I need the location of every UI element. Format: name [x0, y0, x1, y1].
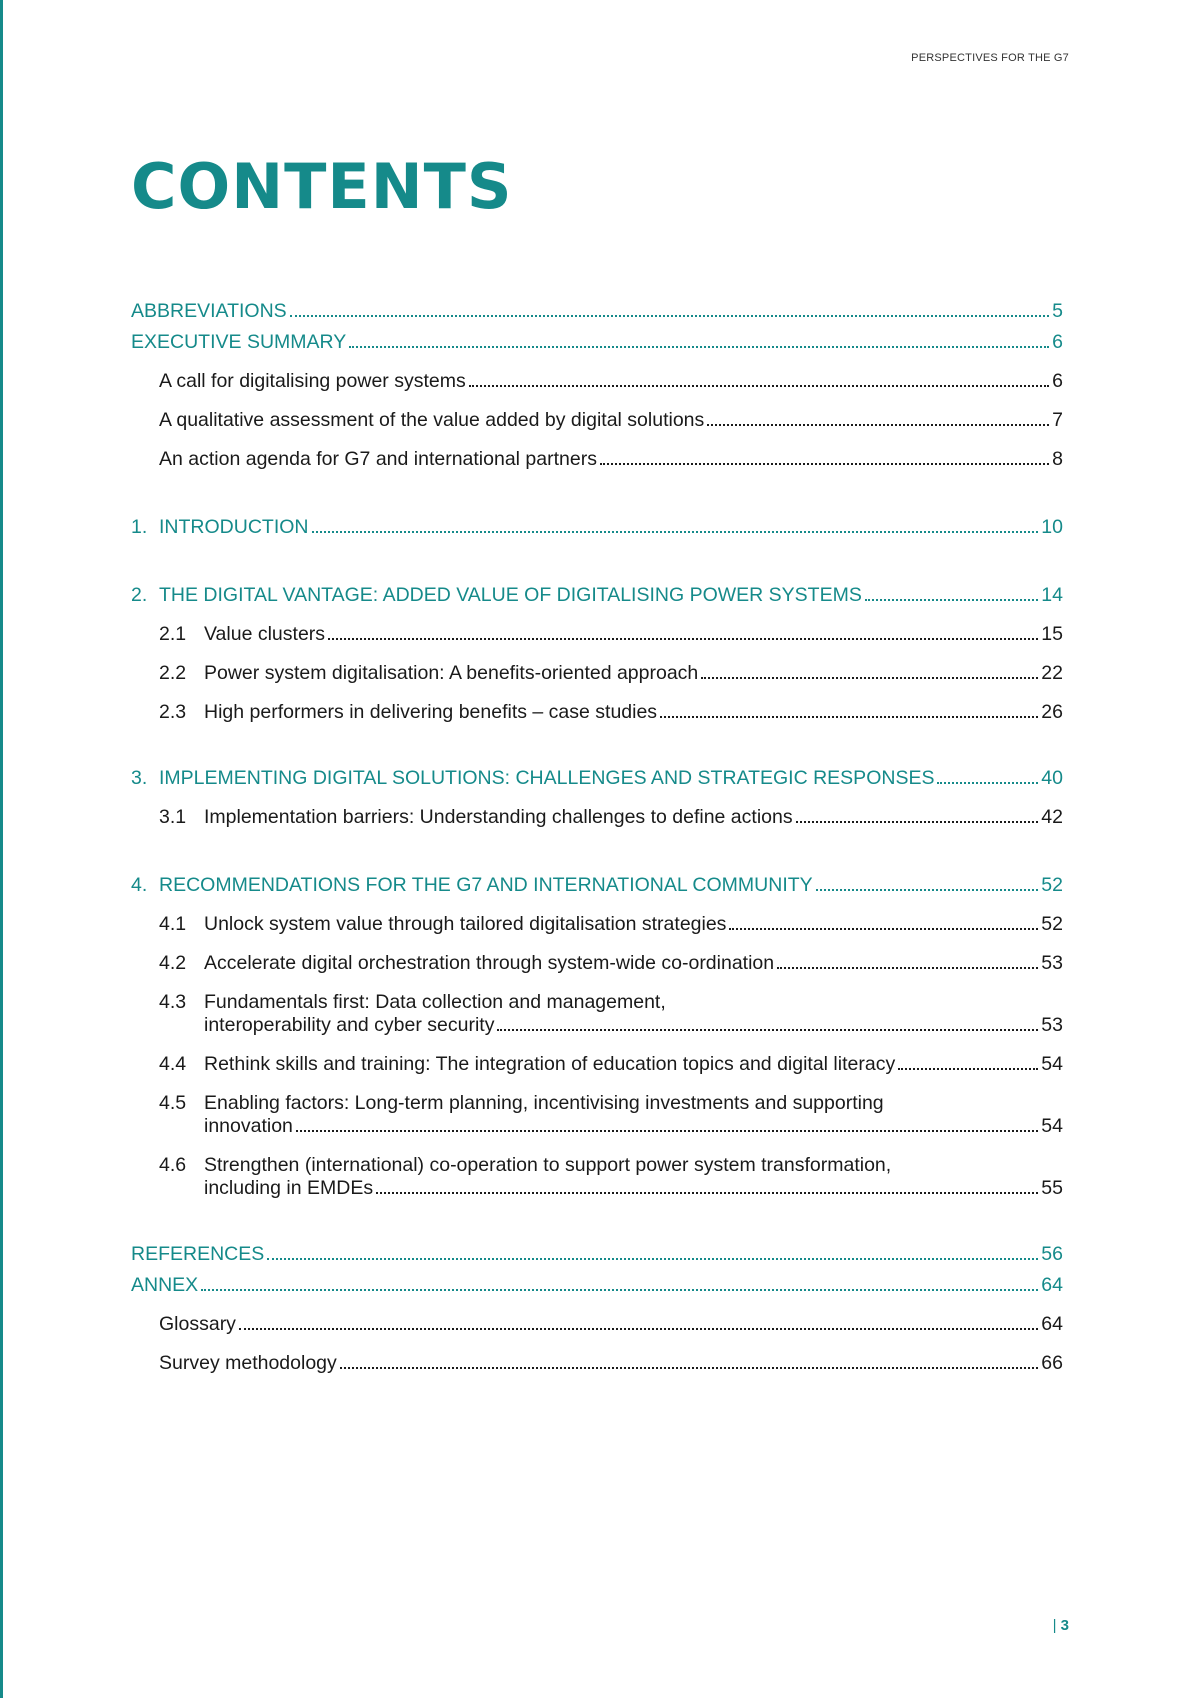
toc-entry-digital-vantage[interactable] — [131, 584, 1063, 607]
toc-section-number: 4.3 — [159, 991, 187, 1013]
toc-page-number: 52 — [1041, 913, 1063, 935]
toc-entry-annex[interactable] — [131, 1274, 1063, 1297]
dot-leader — [340, 1367, 1039, 1369]
dot-leader — [469, 385, 1049, 387]
toc-page-number: 5 — [1052, 300, 1063, 322]
toc-section-number: 3. — [131, 767, 148, 789]
table-of-contents — [131, 300, 1063, 1375]
toc-entry-label: Glossary — [159, 1313, 236, 1335]
dot-leader — [865, 599, 1038, 601]
toc-page-number: 14 — [1041, 584, 1063, 606]
dot-leader — [796, 821, 1039, 823]
toc-entry-label: THE DIGITAL VANTAGE: ADDED VALUE OF DIGITALISING POWER SYSTEMS — [159, 584, 862, 606]
toc-entry-introduction[interactable] — [131, 516, 1063, 539]
toc-page-number: 64 — [1041, 1313, 1063, 1335]
toc-entry-survey-methodology[interactable] — [131, 1352, 1063, 1375]
dot-leader — [376, 1192, 1038, 1194]
toc-entry-label: ABBREVIATIONS — [131, 300, 287, 322]
toc-entry-call-for-digitalising[interactable] — [131, 370, 1063, 393]
toc-entry-glossary[interactable] — [131, 1313, 1063, 1336]
toc-entry-4-1[interactable] — [131, 913, 1063, 936]
dot-leader — [328, 638, 1038, 640]
toc-entry-qualitative-assessment[interactable] — [131, 409, 1063, 432]
toc-entry-references[interactable] — [131, 1243, 1063, 1266]
dot-leader — [349, 346, 1049, 348]
dot-leader — [290, 315, 1049, 317]
dot-leader — [296, 1130, 1038, 1132]
toc-page-number: 56 — [1041, 1243, 1063, 1265]
toc-page-number: 22 — [1041, 662, 1063, 684]
toc-page-number: 7 — [1052, 409, 1063, 431]
dot-leader — [816, 889, 1039, 891]
toc-section-number: 2.3 — [159, 701, 187, 723]
dot-leader — [312, 531, 1039, 533]
toc-entry-4-4[interactable] — [131, 1053, 1063, 1076]
dot-leader — [777, 967, 1038, 969]
toc-page-number: 10 — [1041, 516, 1063, 538]
toc-entry-4-3[interactable] — [131, 991, 1063, 1037]
dot-leader — [707, 424, 1049, 426]
toc-entry-label: A call for digitalising power systems — [159, 370, 466, 392]
toc-entry-label: Value clusters — [204, 623, 326, 645]
toc-entry-label-line2: including in EMDEs — [204, 1177, 374, 1199]
dot-leader — [660, 716, 1038, 718]
toc-page-number: 66 — [1041, 1352, 1063, 1374]
dot-leader — [267, 1258, 1038, 1260]
toc-entry-label: A qualitative assessment of the value added by digital solutions — [159, 409, 705, 431]
toc-page-number: 6 — [1052, 370, 1063, 392]
toc-entry-label: Survey methodology — [159, 1352, 337, 1374]
toc-entry-4-6[interactable] — [131, 1154, 1063, 1200]
toc-entry-4-5[interactable] — [131, 1092, 1063, 1138]
dot-leader — [239, 1328, 1038, 1330]
toc-entry-executive-summary[interactable] — [131, 331, 1063, 354]
toc-entry-label: Rethink skills and training: The integration of education topics and digital literacy — [204, 1053, 896, 1075]
toc-page-number: 8 — [1052, 448, 1063, 470]
dot-leader — [600, 463, 1049, 465]
toc-page-number: 54 — [1041, 1053, 1063, 1075]
toc-page-number: 55 — [1041, 1177, 1063, 1199]
toc-section-number: 2. — [131, 584, 148, 606]
page-title: CONTENTS — [131, 150, 513, 223]
toc-page-number: 6 — [1052, 331, 1063, 353]
dot-leader — [898, 1068, 1038, 1070]
toc-entry-label-line2: interoperability and cyber security — [204, 1014, 495, 1036]
toc-entry-label: Power system digitalisation: A benefits-oriented approach — [204, 662, 699, 684]
dot-leader — [701, 677, 1038, 679]
toc-entry-label: Accelerate digital orchestration through system-wide co-ordination — [204, 952, 775, 974]
toc-page-number: 53 — [1041, 952, 1063, 974]
toc-section-number: 2.2 — [159, 662, 187, 684]
toc-page-number: 40 — [1041, 767, 1063, 789]
dot-leader — [497, 1029, 1038, 1031]
dot-leader — [729, 928, 1038, 930]
toc-page-number: 64 — [1041, 1274, 1063, 1296]
toc-page-number: 54 — [1041, 1115, 1063, 1137]
toc-page-number: 52 — [1041, 874, 1063, 896]
toc-entry-implementing-digital-solutions[interactable] — [131, 767, 1063, 790]
toc-entry-label-line1: Fundamentals first: Data collection and management, — [204, 991, 666, 1013]
toc-section-number: 4.2 — [159, 952, 187, 974]
toc-entry-label-line1: Enabling factors: Long-term planning, incentivising investments and supporting — [204, 1092, 884, 1114]
toc-section-number: 3.1 — [159, 806, 187, 828]
toc-entry-label-line2: innovation — [204, 1115, 293, 1137]
toc-section-number: 2.1 — [159, 623, 187, 645]
toc-entry-label: ANNEX — [131, 1274, 199, 1296]
toc-entry-label: EXECUTIVE SUMMARY — [131, 331, 347, 353]
footer-separator: | — [1052, 1617, 1061, 1634]
toc-entry-label: REFERENCES — [131, 1243, 265, 1265]
toc-page-number: 26 — [1041, 701, 1063, 723]
toc-page-number: 15 — [1041, 623, 1063, 645]
toc-entry-label-line1: Strengthen (international) co-operation to support power system transformation, — [204, 1154, 892, 1176]
toc-entry-4-2[interactable] — [131, 952, 1063, 975]
footer-page-number: 3 — [1060, 1617, 1069, 1634]
toc-entry-label: INTRODUCTION — [159, 516, 309, 538]
toc-entry-2-3[interactable] — [131, 701, 1063, 724]
toc-entry-recommendations[interactable] — [131, 874, 1063, 897]
left-edge-rule — [0, 0, 3, 1698]
running-header: PERSPECTIVES FOR THE G7 — [911, 52, 1069, 64]
toc-page-number: 42 — [1041, 806, 1063, 828]
dot-leader — [937, 782, 1038, 784]
toc-section-number: 4.4 — [159, 1053, 187, 1075]
toc-section-number: 4.6 — [159, 1154, 187, 1176]
toc-entry-3-1[interactable] — [131, 806, 1063, 829]
toc-entry-2-2[interactable] — [131, 662, 1063, 685]
toc-entry-label: Unlock system value through tailored digitalisation strategies — [204, 913, 727, 935]
toc-entry-2-1[interactable] — [131, 623, 1063, 646]
toc-entry-label: An action agenda for G7 and international partners — [159, 448, 597, 470]
toc-entry-abbreviations[interactable] — [131, 300, 1063, 323]
toc-page-number: 53 — [1041, 1014, 1063, 1036]
toc-entry-label: RECOMMENDATIONS FOR THE G7 AND INTERNATIONAL COMMUNITY — [159, 874, 813, 896]
toc-entry-label: High performers in delivering benefits – case studies — [204, 701, 658, 723]
dot-leader — [201, 1289, 1038, 1291]
toc-section-number: 4.5 — [159, 1092, 187, 1114]
toc-entry-label: Implementation barriers: Understanding challenges to define actions — [204, 806, 793, 828]
page-footer — [1053, 1617, 1069, 1634]
toc-section-number: 4. — [131, 874, 148, 896]
toc-section-number: 4.1 — [159, 913, 187, 935]
toc-section-number: 1. — [131, 516, 148, 538]
toc-entry-label: IMPLEMENTING DIGITAL SOLUTIONS: CHALLENGES AND STRATEGIC RESPONSES — [159, 767, 935, 789]
toc-entry-action-agenda[interactable] — [131, 448, 1063, 471]
